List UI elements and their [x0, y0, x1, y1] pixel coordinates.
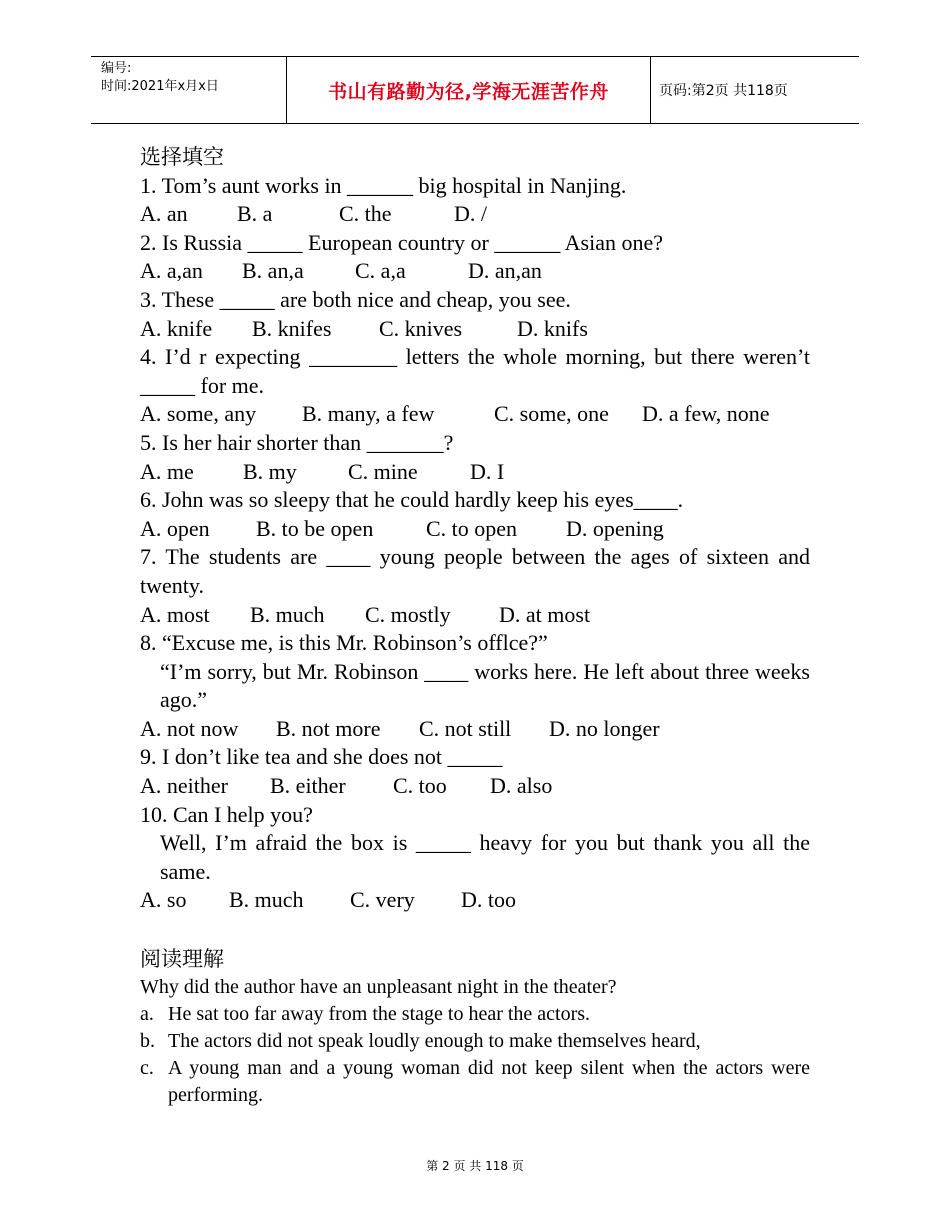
option: D. I	[470, 458, 505, 484]
option: C. too	[393, 773, 447, 799]
option: C. mine	[348, 458, 418, 484]
question-text-continued: Well, I’m afraid the box is _____ heavy for you but thank you all the same.	[160, 830, 810, 884]
option: D. /	[454, 201, 487, 227]
option: A. neither	[140, 773, 228, 799]
question-options	[140, 772, 810, 801]
question-options	[140, 458, 810, 487]
option: B. many, a few	[302, 401, 435, 427]
option-text: A young man and a young woman did not keep silent when the actors were performing.	[168, 1056, 810, 1106]
option: D. also	[490, 773, 553, 799]
option: A. open	[140, 515, 210, 541]
page-footer: 第 2 页 共 118 页	[426, 1159, 524, 1173]
question-options	[140, 315, 810, 344]
option-text: He sat too far away from the stage to hear the actors.	[168, 1002, 591, 1025]
option: D. at most	[499, 601, 591, 627]
option: B. either	[270, 773, 346, 799]
option: D. an,an	[468, 258, 542, 284]
document-body	[140, 143, 810, 1109]
option: A. an	[140, 201, 188, 227]
reading-option	[140, 1001, 810, 1028]
option: D. no longer	[549, 715, 660, 741]
option: B. knifes	[252, 315, 332, 341]
option: B. a	[237, 201, 273, 227]
question-text: 6. John was so sleepy that he could hardly keep his eyes____.	[140, 487, 684, 513]
option: A. a,an	[140, 258, 203, 284]
option: A. me	[140, 458, 194, 484]
option: D. opening	[566, 515, 664, 541]
question-text: 4. I’d r expecting ________ letters the whole morning, but there weren’t _____ for me.	[140, 344, 810, 398]
question-options	[140, 200, 810, 229]
question-options	[140, 515, 810, 544]
question-options	[140, 257, 810, 286]
option: B. an,a	[242, 258, 304, 284]
page-header	[91, 56, 859, 124]
option-label: a.	[140, 1002, 154, 1025]
option: A. knife	[140, 315, 213, 341]
option: C. some, one	[494, 401, 609, 427]
question-options	[140, 715, 810, 744]
question-text-continued: “I’m sorry, but Mr. Robinson ____ works here. He left about three weeks ago.”	[160, 658, 810, 713]
question-options	[140, 601, 810, 630]
option-label: b.	[140, 1029, 155, 1052]
question-text: 9. I don’t like tea and she does not _____	[140, 744, 503, 770]
header-left-cell	[91, 57, 286, 123]
reading-option	[140, 1055, 810, 1109]
section-title-reading: 阅读理解	[140, 947, 224, 972]
option: B. my	[243, 458, 297, 484]
option: B. much	[250, 601, 325, 627]
question-text: 3. These _____ are both nice and cheap, you see.	[140, 286, 571, 312]
reading-question: Why did the author have an unpleasant night in the theater?	[140, 975, 617, 998]
option: C. not still	[419, 715, 512, 741]
question-text: 2. Is Russia _____ European country or ______ Asian one?	[140, 229, 664, 255]
option: D. too	[461, 887, 516, 913]
option-label: c.	[140, 1056, 154, 1079]
reading-option	[140, 1028, 810, 1055]
question-text: 10. Can I help you?	[140, 801, 313, 827]
number-label: 编号:	[101, 61, 132, 76]
question-text: 7. The students are ____ young people between the ages of sixteen and twenty.	[140, 544, 810, 598]
time-label: 时间:2021年x月x日	[101, 79, 219, 94]
question-options	[140, 400, 810, 429]
question-options	[140, 886, 810, 915]
option: C. mostly	[365, 601, 451, 627]
option: B. to be open	[256, 515, 374, 541]
option: C. knives	[379, 315, 463, 341]
section-title-choice: 选择填空	[140, 145, 224, 169]
option: B. much	[229, 887, 304, 913]
option: D. a few, none	[642, 401, 770, 427]
question-text: 5. Is her hair shorter than _______?	[140, 429, 454, 455]
option: A. so	[140, 887, 187, 913]
option: B. not more	[276, 715, 381, 741]
option: D. knifs	[517, 315, 588, 341]
option-text: The actors did not speak loudly enough to make themselves heard,	[168, 1029, 701, 1052]
question-text: 1. Tom’s aunt works in ______ big hospital in Nanjing.	[140, 172, 627, 198]
option: C. to open	[426, 515, 518, 541]
question-text: 8. “Excuse me, is this Mr. Robinson’s offlce?”	[140, 630, 548, 656]
option: A. some, any	[140, 401, 257, 427]
option: A. most	[140, 601, 210, 627]
option: C. a,a	[355, 258, 406, 284]
header-page-info: 页码:第2页 共118页	[659, 83, 788, 99]
option: C. the	[339, 201, 392, 227]
header-motto: 书山有路勤为径,学海无涯苦作舟	[286, 57, 651, 123]
option: C. very	[350, 887, 415, 913]
option: A. not now	[140, 715, 239, 741]
